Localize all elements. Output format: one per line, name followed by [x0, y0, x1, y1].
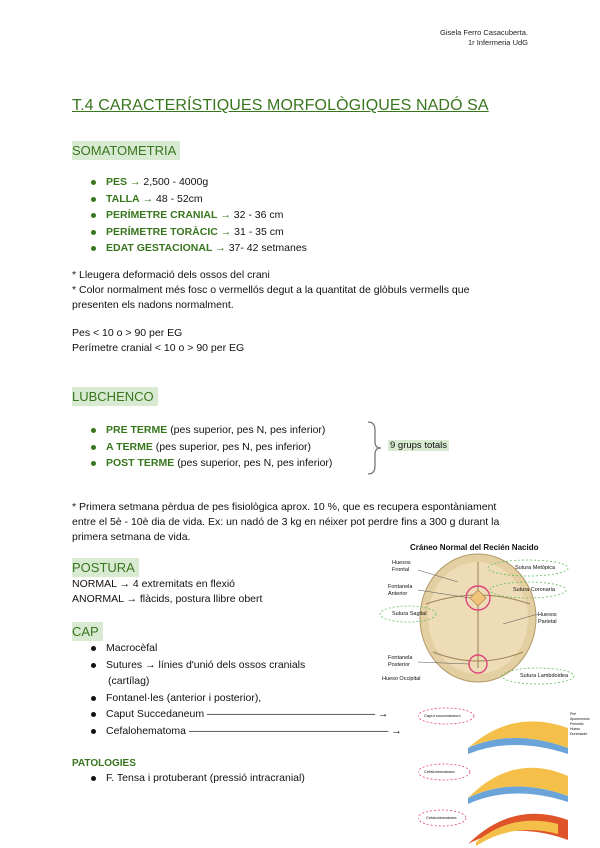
label-cefalohematoma-2: Cefalohematoma: [426, 815, 457, 820]
label-caput: Caput succedaneum: [424, 713, 461, 718]
patologies-list: [88, 770, 305, 787]
brace-label: 9 grups totals: [390, 440, 448, 451]
list-item: Macrocèfal: [88, 640, 402, 657]
skull-figure-title: Cráneo Normal del Recién Nacido: [410, 543, 539, 552]
label-sutura-coronaria: Sutura Coronaria: [513, 587, 555, 593]
list-item: PERÍMETRE TORÀCIC → 31 - 35 cm: [88, 224, 307, 241]
label-sutura-lambdoidea: Sutura Lambdoidea: [520, 673, 569, 679]
list-item: EDAT GESTACIONAL → 37- 42 setmanes: [88, 240, 307, 257]
lubchenco-note: * Primera setmana pèrdua de pes fisiològica aprox. 10 %, que es recupera espontàniament entre el 5è - 10è dia de vida. Ex: un nadó de 3 kg en néixer pot perdre fins a 300 g durant la primera setmana de vida.: [72, 501, 500, 543]
list-item: PERÍMETRE CRANIAL → 32 - 36 cm: [88, 207, 307, 224]
list-item: Sutures → línies d'unió dels ossos cranials: [88, 657, 402, 674]
label-huesos-frontal: Huesos Frontal: [392, 560, 411, 573]
list-item: F. Tensa i protuberant (pressió intracranial): [88, 770, 305, 787]
list-item: (cartílag): [108, 675, 150, 687]
list-item: POST TERME (pes superior, pes N, pes inferior): [88, 455, 332, 472]
cap-list: [88, 640, 402, 739]
somatometria-ranges: Pes < 10 o > 90 per EG Perímetre cranial < 10 o > 90 per EG: [72, 327, 245, 354]
list-item: A TERME (pes superior, pes N, pes inferior): [88, 439, 332, 456]
label-sutura-metopica: Sutura Metópica: [515, 565, 556, 571]
label-cefalohematoma-1: Cefalohematoma: [424, 769, 455, 774]
somatometria-list: [88, 174, 307, 257]
lubchenco-list: [88, 422, 332, 472]
list-item: Caput Succedaneum ———————————————— →: [88, 706, 402, 723]
heading-postura: POSTURA: [72, 558, 139, 577]
heading-patologies: PATOLOGIES: [72, 758, 136, 769]
postura-text: NORMAL → 4 extremitats en flexió ANORMAL → flàcids, postura llibre obert: [72, 578, 263, 605]
author-name: Gisela Ferro Casacuberta.: [440, 28, 528, 37]
heading-lubchenco: LUBCHENCO: [72, 387, 158, 406]
label-fontanela-posterior: Fontanela Posterior: [388, 655, 413, 668]
label-sutura-sagital: Sutura Sagital: [392, 611, 427, 617]
list-item: Cefalohematoma ——————————————————— →: [88, 723, 402, 740]
author-course: 1r Infermeria UdG: [467, 38, 528, 47]
list-item: PES → 2,500 - 4000g: [88, 174, 307, 191]
heading-cap: CAP: [72, 622, 103, 641]
list-item: TALLA → 48 - 52cm: [88, 191, 307, 208]
label-hueso-occipital: Hueso Occipital: [382, 676, 421, 682]
heading-somatometria: SOMATOMETRIA: [72, 141, 180, 160]
layer-labels: Piel Aponeurosis Periostio Hueso Duramadre: [570, 712, 590, 736]
brace-icon: [366, 420, 386, 476]
label-fontanela-anterior: Fontanela Anterior: [388, 584, 413, 597]
author-block: [440, 28, 528, 48]
list-item: PRE TERME (pes superior, pes N, pes inferior): [88, 422, 332, 439]
label-huesos-parietal: Huesos Parietal: [538, 612, 557, 625]
somatometria-notes: * Lleugera deformació dels ossos del crani * Color normalment més fosc o vermellós degut a la quantitat de glòbuls vermells que presenten els nadons normalment.: [72, 269, 470, 311]
list-item: Fontanel·les (anterior i posterior),: [88, 690, 402, 707]
page-title: T.4 CARACTERÍSTIQUES MORFOLÒGIQUES NADÓ SA: [72, 97, 489, 114]
